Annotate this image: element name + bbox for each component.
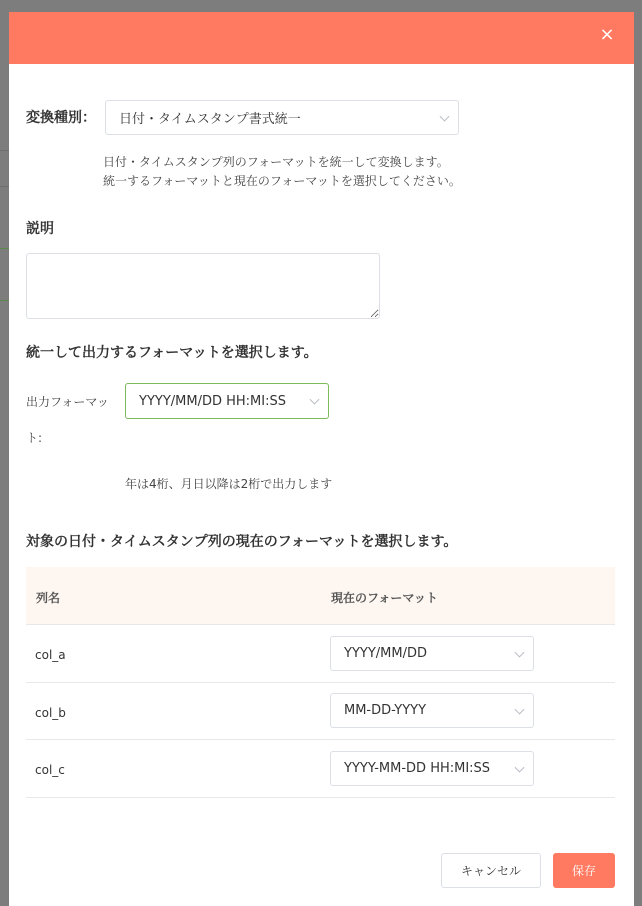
- current-format-select[interactable]: [330, 751, 534, 786]
- conversion-help-text: [103, 153, 461, 191]
- current-format-value: MM-DD-YYYY: [344, 703, 427, 718]
- format-conversion-dialog: [9, 12, 634, 906]
- output-format-label-line: 出力フォーマッ: [26, 395, 109, 409]
- table-divider: [26, 739, 615, 740]
- current-format-select[interactable]: [330, 693, 534, 728]
- description-textarea[interactable]: [26, 253, 380, 319]
- conversion-help-line: 日付・タイムスタンプ列のフォーマットを統一して変換します。: [103, 155, 449, 169]
- output-format-label-line: ト:: [26, 431, 43, 445]
- table-divider: [26, 624, 615, 625]
- conversion-help-line: 統一するフォーマットと現在のフォーマットを選択してください。: [103, 174, 461, 188]
- output-format-value: YYYY/MM/DD HH:MI:SS: [139, 393, 286, 409]
- output-format-heading: 統一して出力するフォーマットを選択します。: [26, 345, 318, 361]
- column-name-cell: col_c: [35, 763, 65, 777]
- dialog-header: [9, 12, 634, 64]
- conversion-type-select[interactable]: [105, 100, 459, 135]
- chevron-down-icon: [310, 395, 320, 405]
- cancel-button[interactable]: キャンセル: [441, 853, 541, 888]
- save-button[interactable]: 保存: [553, 853, 615, 888]
- current-format-value: YYYY/MM/DD: [344, 646, 427, 661]
- conversion-type-label: 変換種別：: [26, 110, 96, 126]
- description-label: 説明: [26, 221, 54, 237]
- columns-table-header: [26, 567, 615, 624]
- column-name-header: 列名: [36, 591, 61, 605]
- output-format-select[interactable]: [125, 383, 329, 419]
- columns-heading: 対象の日付・タイムスタンプ列の現在のフォーマットを選択します。: [26, 534, 458, 550]
- current-format-value: YYYY-MM-DD HH:MI:SS: [344, 761, 491, 776]
- chevron-down-icon: [440, 111, 450, 121]
- current-format-select[interactable]: [330, 636, 534, 671]
- output-format-label: [26, 393, 109, 446]
- column-name-cell: col_b: [35, 706, 66, 720]
- table-divider: [26, 682, 615, 683]
- close-icon[interactable]: ×: [599, 24, 615, 45]
- table-divider: [26, 797, 615, 798]
- chevron-down-icon: [515, 762, 525, 772]
- chevron-down-icon: [515, 704, 525, 714]
- current-format-header: 現在のフォーマット: [331, 591, 438, 605]
- output-format-hint: 年は4桁、月日以降は2桁で出力します: [125, 477, 333, 491]
- column-name-cell: col_a: [35, 648, 66, 662]
- conversion-type-value: 日付・タイムスタンプ書式統一: [119, 112, 301, 127]
- chevron-down-icon: [515, 647, 525, 657]
